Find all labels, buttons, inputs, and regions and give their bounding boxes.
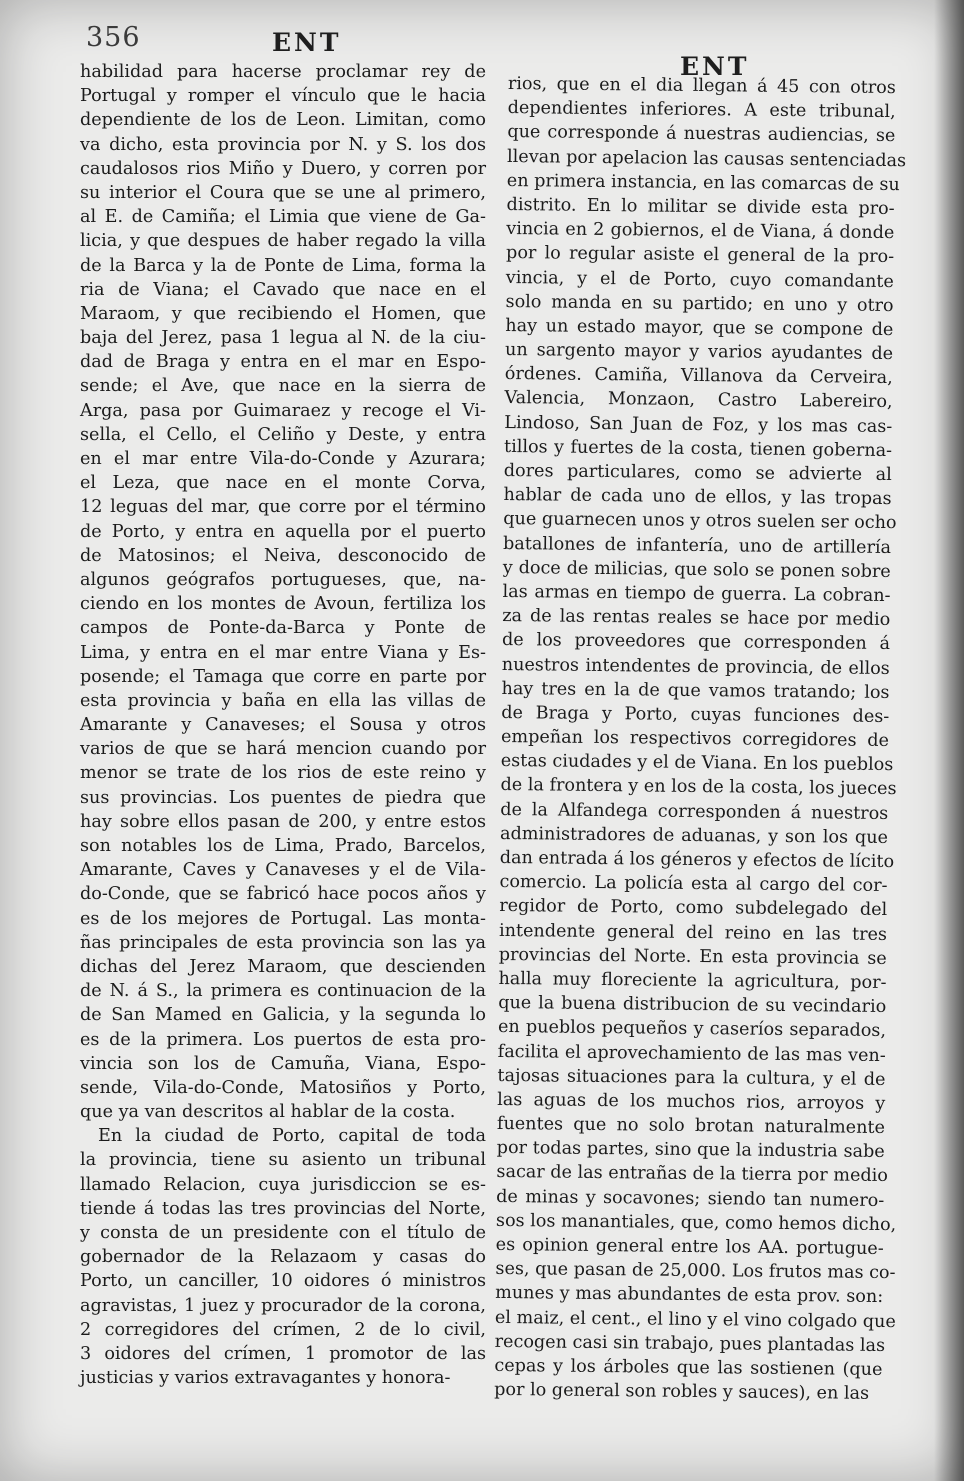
text-line: por lo regular asiste el general de la pro- — [505, 243, 895, 268]
text-line: sacar de las entrañas de la tierra por medio — [496, 1162, 889, 1187]
text-line: provincias del Norte. En esta provincia se — [498, 944, 887, 969]
text-line: sende, Vila-do-Conde, Matosiños y Porto, — [80, 1077, 486, 1098]
text-line: vincia son los de Camuña, Viana, Espo- — [80, 1053, 486, 1074]
text-line: ses, que pasan de 25,000. Los frutos mas co- — [495, 1259, 896, 1284]
text-line: las armas en tiempo de guerra. La cobran- — [502, 581, 891, 606]
text-line: munes y mas abundantes de esta prov. son: — [495, 1283, 884, 1308]
text-line: sus provincias. Los puentes de piedra que — [80, 787, 486, 808]
text-line: distrito. En lo militar se divide esta pro- — [506, 194, 895, 219]
text-line: su interior el Coura que se une al primero, — [80, 182, 486, 203]
text-line: varios de que se hará mencion cuando por — [80, 739, 486, 760]
text-line: de la frontera y en los de la costa, los jueces — [500, 775, 897, 800]
text-line: en primera instancia, en las comarcas de su — [506, 170, 900, 195]
text-line: caudalosos rios Miño y Duero, y corren por — [80, 158, 486, 179]
text-line: algunos geógrafos portugueses, que, na- — [80, 569, 486, 590]
text-line: sende; el Ave, que nace en la sierra de — [80, 376, 486, 397]
text-line: es opinion general entre los AA. portugue- — [495, 1234, 884, 1259]
text-line: va dicho, esta provincia por N. y S. los dos — [80, 134, 486, 155]
text-line: por todas partes, sino que la industria sabe — [496, 1138, 885, 1163]
text-line: un sargento mayor y varios ayudantes de — [504, 340, 894, 365]
text-line: cepas y los árboles que las sostienen (que — [494, 1355, 883, 1380]
text-line: 3 oidores del crímen, 1 promotor de las — [80, 1343, 486, 1364]
text-line: justicias y varios extravagantes y honora- — [80, 1368, 451, 1389]
text-line: batallones de infantería, uno de artillería — [502, 533, 892, 558]
text-line: de la Alfandega corresponden á nuestros — [500, 799, 889, 824]
text-line: Lindoso, San Juan de Foz, y los mas cas- — [504, 412, 893, 437]
text-line: Lima, y entra en el mar entre Viana y Es- — [80, 642, 486, 663]
text-line: la provincia, tiene su asiento un tribunal — [80, 1150, 486, 1171]
text-line: gobernador de la Relazaom y casas do — [80, 1247, 486, 1268]
text-line: 12 leguas del mar, que corre por el término — [80, 497, 486, 518]
text-line: za de las rentas reales se hace por medio — [502, 606, 891, 631]
text-line: dan entrada á los géneros y efectos de lícito — [499, 847, 895, 873]
text-line: esta provincia y baña en ella las villas de — [80, 690, 486, 711]
text-line: y doce de milicias, que solo se ponen sobre — [502, 557, 891, 582]
text-line: dores particulares, como se advierte al — [503, 460, 892, 486]
text-line: licia, y que despues de haber regado la villa — [80, 231, 486, 252]
text-line: el Leza, que nace en el monte Corva, — [80, 473, 486, 494]
text-line: dichas del Jerez Maraom, que descienden — [80, 956, 486, 977]
text-line: 2 corregidores del crímen, 2 de lo civil, — [80, 1319, 486, 1340]
running-head-left: ENT — [272, 28, 342, 57]
text-line: que la buena distribucion de su vecindario — [498, 993, 887, 1018]
text-line: tillos y fuertes de la costa, tienen goberna- — [503, 436, 893, 461]
left-text-column — [80, 60, 486, 1390]
text-line: Amarante y Canaveses; el Sousa y otros — [80, 715, 486, 736]
text-line: Porto, un canciller, 10 oidores ó ministros — [80, 1271, 486, 1292]
text-line: de los proveedores que corresponden á — [501, 630, 891, 655]
text-line: estas ciudades y el de Viana. En los pueblos — [500, 751, 894, 776]
text-line: en el mar entre Vila-do-Conde y Azurara; — [80, 449, 486, 469]
text-line: que corresponde á nuestras audiencias, se — [507, 122, 896, 147]
text-line: do-Conde, que se fabricó hace pocos años y — [80, 884, 486, 905]
text-line: las aguas de los muchos rios, arroyos y — [497, 1089, 886, 1114]
text-line: ñas principales de esta provincia son las ya — [80, 932, 486, 953]
text-line: es de los mejores de Portugal. Las monta- — [80, 908, 486, 929]
text-line: son notables los de Lima, Prado, Barcelos, — [80, 836, 486, 856]
text-line: de San Mamed en Galicia, y la segunda lo — [80, 1005, 486, 1026]
text-line: solo manda en su partido; en uno y otro — [505, 291, 894, 316]
text-line: fuentes que no solo brotan naturalmente — [496, 1114, 886, 1139]
text-line: baja del Jerez, pasa 1 legua al N. de la ciu- — [80, 328, 486, 349]
text-line: por lo general son robles y sauces), en las — [494, 1380, 870, 1404]
text-line: nuestros intendentes de provincia, de ellos — [501, 654, 890, 679]
text-line: y consta de un presidente con el título de — [80, 1223, 486, 1243]
text-line: de minas y socavones; siendo tan numero- — [496, 1186, 885, 1211]
text-line: comercio. La policía esta al cargo del cor- — [499, 872, 888, 897]
text-line: tiende á todas las tres provincias del Norte, — [80, 1198, 486, 1219]
text-line: administradores de aduanas, y son los que — [499, 823, 889, 848]
text-line: halla muy floreciente la agricultura, por- — [498, 968, 887, 993]
text-line: hay sobre ellos pasan de 200, y entre estos — [80, 811, 486, 832]
text-line: hay tres en la de que vamos tratando; los — [501, 678, 890, 703]
text-line: de Braga y Porto, cuyas funciones des- — [501, 702, 890, 727]
text-line: dad de Braga y entra en el mar en Espo- — [80, 352, 486, 373]
text-line: es de la primera. Los puertos de esta pro- — [80, 1029, 486, 1050]
text-line: ciendo en los montes de Avoun, fertiliza los — [80, 594, 486, 615]
text-line: regidor de Porto, como subdelegado del — [499, 896, 888, 921]
text-line: que ya van descritos al hablar de la costa. — [80, 1102, 456, 1123]
running-head-right: ENT — [680, 52, 750, 81]
text-line: hablar de cada uno de ellos, y las tropas — [503, 485, 892, 510]
text-line: dependiente de los de Leon. Limitan, como — [80, 110, 486, 131]
text-line: llevan por apelacion las causas sentenciadas — [507, 146, 907, 171]
text-line: recogen casi sin trabajo, pues plantadas las — [494, 1331, 886, 1356]
text-line: intendente general del reino en las tres — [498, 920, 888, 945]
text-line: vincia, y el de Porto, cuyo comandante — [505, 267, 894, 292]
text-line: ria de Viana; el Cavado que nace en el — [80, 279, 486, 300]
text-line: que guarnecen unos y otros suelen ser ocho — [503, 509, 897, 534]
text-line: agravistas, 1 juez y procurador de la corona, — [80, 1295, 486, 1316]
text-line: sos los manantiales, que, como hemos dicho, — [495, 1210, 897, 1235]
text-line: Portugal y romper el vínculo que le hacia — [80, 86, 486, 107]
page-number: 356 — [86, 22, 141, 53]
text-line: órdenes. Camiña, Villanova da Cerveira, — [504, 364, 893, 389]
text-line: al E. de Camiña; el Limia que viene de Ga- — [80, 207, 486, 228]
text-line: tajosas situaciones para la cultura, y el de — [497, 1065, 886, 1090]
right-text-column — [494, 72, 907, 1406]
text-line: sella, el Cello, el Celiño y Deste, y entra — [80, 424, 486, 445]
text-line: rios, que en el dia llegan á 45 con otros — [507, 73, 896, 99]
text-line: posende; el Tamaga que corre en parte por — [80, 666, 486, 687]
text-line: vincia en 2 gobiernos, el de Viana, á donde — [506, 219, 895, 244]
text-line: dependientes inferiores. A este tribunal, — [507, 98, 896, 123]
text-line: de N. á S., la primera es continuacion de la — [80, 981, 486, 1002]
text-line: Amarante, Caves y Canaveses y el de Vila- — [80, 860, 486, 881]
text-line: menor se trate de los rios de este reino y — [80, 763, 486, 784]
text-line: En la ciudad de Porto, capital de toda — [98, 1126, 486, 1147]
text-line: de Porto, y entra en aquella por el puerto — [80, 521, 486, 542]
text-line: Valencia, Monzaon, Castro Labereiro, — [504, 388, 893, 413]
text-line: de la Barca y la de Ponte de Lima, forma la — [80, 255, 486, 276]
text-line: de Matosinos; el Neiva, desconocido de — [80, 545, 486, 566]
text-line: campos de Ponte-da-Barca y Ponte de — [80, 618, 486, 639]
text-line: Arga, pasa por Guimaraez y recoge el Vi- — [80, 400, 486, 421]
text-line: empeñan los respectivos corregidores de — [500, 727, 890, 752]
text-line: llamado Relacion, cuya jurisdiccion se es- — [80, 1174, 486, 1195]
text-line: el maiz, el cent., el lino y el vino colgado que — [494, 1307, 896, 1332]
text-line: Maraom, y que recibiendo el Homen, que — [80, 303, 486, 324]
text-line: habilidad para hacerse proclamar rey de — [80, 62, 486, 82]
text-line: facilita el aprovechamiento de las mas ven- — [497, 1041, 886, 1066]
text-line: en pueblos pequeños y caseríos separados, — [497, 1017, 887, 1042]
text-line: hay un estado mayor, que se compone de — [505, 315, 894, 340]
